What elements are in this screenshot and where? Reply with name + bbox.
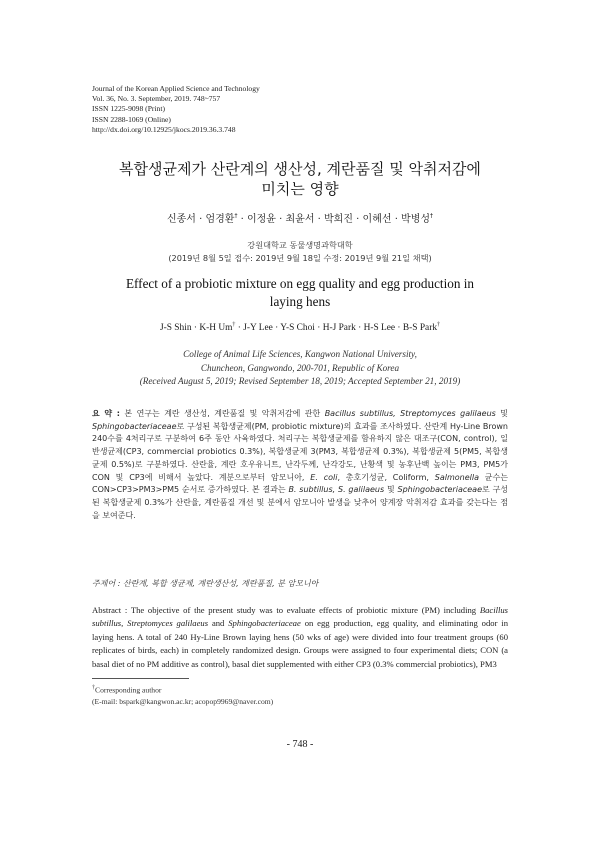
korean-title — [0, 159, 600, 199]
footnote-corresponding — [92, 683, 273, 696]
species-name: Sphingobacteriaceae — [397, 485, 482, 495]
abstract-text: 및 — [495, 409, 508, 418]
korean-authors-part1: 신종서 · 엄경환 — [166, 214, 235, 225]
korean-authors — [0, 210, 600, 225]
dagger-mark: † — [430, 212, 434, 220]
english-affiliation-line1: College of Animal Life Sciences, Kangwon National University, — [183, 349, 417, 359]
abstract-text: 및 — [384, 485, 398, 495]
abstract-text: , 총호기성균, Coliform, — [337, 472, 435, 482]
abstract-text: The objective of the present study was to evaluate effects of probiotic mixture (PM) including — [127, 605, 480, 615]
english-affiliation-line2: Chuncheon, Gangwondo, 200-701, Republic of Korea — [200, 362, 400, 373]
doi-link[interactable]: http://dx.doi.org/10.12925/jkocs.2019.36.3.748 — [92, 124, 236, 134]
footnote — [92, 683, 273, 707]
issn-print: ISSN 1225-9098 (Print) — [92, 104, 165, 114]
abstract-text: 균수는 CON>CP3>PM3>PM5 순서로 증가하였다. 본 결과는 — [92, 472, 508, 495]
dagger-mark: † — [437, 322, 441, 328]
english-dates: (Received August 5, 2019; Revised September 18, 2019; Accepted September 21, 2019) — [139, 376, 461, 387]
english-authors — [0, 322, 600, 333]
english-authors-part2: · J-Y Lee · Y-S Choi · H-J Park · H-S Lee · B-S Park — [235, 323, 438, 334]
korean-dates: (2019년 8월 5일 접수: 2019년 9월 18일 수정: 2019년 9월 21일 채택) — [168, 253, 432, 263]
english-abstract-label: Abstract : — [92, 605, 128, 615]
abstract-text: and — [208, 618, 229, 629]
journal-name: Journal of the Korean Applied Science and Technology — [92, 84, 260, 93]
english-title-line1: Effect of a probiotic mixture on egg quality and egg production in — [125, 276, 475, 291]
english-authors-part1: J-S Shin · K-H Um — [159, 323, 233, 334]
korean-abstract — [92, 408, 508, 522]
korean-authors-part2: · 이정윤 · 최윤서 · 박희진 · 이혜선 · 박병성 — [237, 214, 431, 225]
english-title-line2: laying hens — [269, 294, 331, 309]
footnote-email: (E-mail: bspark@kangwon.ac.kr; acopop9969@naver.com) — [92, 696, 274, 706]
journal-volume: Vol. 36, No. 3. September, 2019. 748~757 — [92, 94, 221, 104]
korean-affiliation-name: 강원대학교 동물생명과학대학 — [247, 240, 353, 250]
page-number: - 748 - — [286, 739, 314, 750]
journal-header — [92, 84, 260, 135]
species-name: E. coli — [310, 472, 338, 482]
species-name: Bacillus subtillus, Streptomyces galilaeus — [92, 605, 508, 629]
species-name: Sphingobacteriaceae — [228, 618, 301, 629]
species-name: Sphingobacteriaceae — [92, 421, 177, 431]
abstract-text: 로 구성된 복합생균제(PM, probiotic mixture)의 효과를 조사하였다. 산란계 Hy-Line Brown 240수를 4처리구로 구분하여 6주 동안 사육하였다. 처리구는 복합생균제를 함유하지 않은 대조구(CON, control), 일반생균제(CP3, commercial probiotics 0.3%), 복합생균제 3(PM3, 복합생균제 0.3%), 복합생균제 5(PM5, 복합생균제 0.5%)로 구분하였다. 산란율, 계란 호우유니트, 난각두께, 난각강도, 난황색 및 농후난백 높이는 PM3, PM5가 CON 및 CP3에 비해서 높았다. 계분으로부터 암모니아, — [92, 421, 508, 482]
english-title — [0, 275, 600, 311]
species-name: B. subtillus, S. galilaeus — [288, 485, 385, 495]
korean-title-line1: 복합생균제가 산란계의 생산성, 계란품질 및 악취저감에 — [119, 160, 481, 178]
dagger-mark: † — [232, 322, 236, 328]
korean-title-line2: 미치는 영향 — [261, 180, 339, 198]
korean-affiliation — [0, 239, 600, 265]
abstract-text: 본 연구는 계란 생산성, 계란품질 및 악취저감에 관한 — [120, 409, 325, 418]
korean-keywords: 주제어 : 산란계, 복합 생균제, 계란생산성, 계란품질, 분 암모니아 — [92, 579, 319, 588]
abstract-text: 로 구성된 복합생균제 0.3%가 산란율, 계란품질 개선 및 분에서 암모니아 발생을 낮추어 양계장 악취저감 효과를 갖는다는 점을 보여준다. — [92, 485, 508, 520]
species-name: Salmonella — [434, 472, 479, 482]
korean-abstract-label: 요 약 : — [92, 409, 120, 418]
dagger-mark: † — [234, 212, 238, 220]
issn-online: ISSN 2288-1069 (Online) — [92, 114, 171, 124]
dagger-mark: † — [92, 685, 95, 691]
english-abstract — [92, 604, 508, 671]
species-name: Bacillus subtillus, Streptomyces galilaeus — [324, 409, 496, 418]
footnote-divider — [92, 678, 189, 679]
footnote-label: Corresponding author — [95, 685, 162, 695]
abstract-text: on egg production, egg quality, and eliminating odor in laying hens. A total of 240 Hy-Line Brown laying hens (50 wks of age) were divided into four treatment groups (60 replicates of birds, each) in completely randomized design. Groups were assigned to four experimental diets; CON (a basal diet of no PM additive as control), basal diet supplemented with either CP3 (0.3% commercial probiotics), PM3 — [92, 618, 508, 669]
english-affiliation — [0, 348, 600, 389]
